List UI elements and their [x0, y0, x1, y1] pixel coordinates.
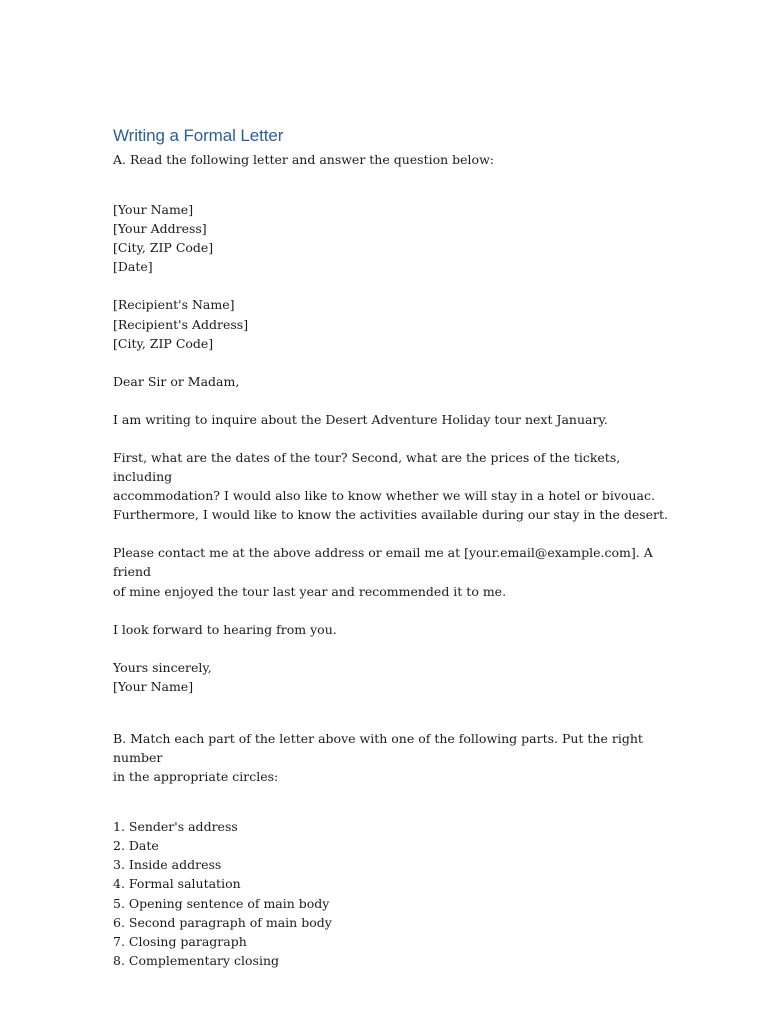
- sender-city-zip: [City, ZIP Code]: [113, 240, 214, 256]
- list-item: 2. Date: [113, 838, 159, 854]
- section-b-instruction: [113, 729, 673, 786]
- body-line: First, what are the dates of the tour? Second, what are the prices of the tickets, including: [113, 449, 621, 485]
- body-line: accommodation? I would also like to know whether we will stay in a hotel or bivouac.: [113, 488, 655, 504]
- section-b-instruction-line: in the appropriate circles:: [113, 769, 279, 785]
- list-item: 6. Second paragraph of main body: [113, 914, 332, 930]
- list-item: 1. Sender's address: [113, 819, 238, 835]
- closing-paragraph: I look forward to hearing from you.: [113, 621, 337, 637]
- closing-block: [113, 658, 673, 696]
- list-item: 5. Opening sentence of main body: [113, 895, 330, 911]
- section-a-instruction: A. Read the following letter and answer the question below:: [113, 152, 494, 167]
- recipient-city-zip: [City, ZIP Code]: [113, 335, 214, 351]
- recipient-name: [Recipient's Name]: [113, 297, 235, 313]
- salutation: Dear Sir or Madam,: [113, 373, 240, 389]
- body-paragraph: [113, 448, 673, 524]
- document-page: [113, 124, 673, 970]
- recipient-block: [113, 295, 673, 352]
- body-line: Furthermore, I would like to know the activities available during our stay in the desert.: [113, 507, 669, 523]
- contact-line: of mine enjoyed the tour last year and recommended it to me.: [113, 583, 507, 599]
- section-b-instruction-line: B. Match each part of the letter above with one of the following parts. Put the right number: [113, 730, 643, 765]
- opening-sentence: I am writing to inquire about the Desert Adventure Holiday tour next January.: [113, 411, 608, 427]
- sender-date: [Date]: [113, 259, 153, 275]
- recipient-address: [Recipient's Address]: [113, 316, 249, 332]
- sender-address: [Your Address]: [113, 221, 207, 237]
- parts-list: [113, 817, 673, 970]
- sender-name: [Your Name]: [113, 202, 194, 218]
- list-item: 8. Complementary closing: [113, 952, 280, 968]
- list-item: 3. Inside address: [113, 857, 222, 873]
- document-title: Writing a Formal Letter: [113, 126, 284, 145]
- sender-block: [113, 200, 673, 276]
- contact-paragraph: [113, 543, 673, 600]
- list-item: 4. Formal salutation: [113, 876, 241, 892]
- complimentary-closing: Yours sincerely,: [113, 659, 212, 675]
- signature: [Your Name]: [113, 678, 194, 694]
- list-item: 7. Closing paragraph: [113, 933, 247, 949]
- contact-line: Please contact me at the above address or email me at [your.email@example.com]. A friend: [113, 545, 653, 580]
